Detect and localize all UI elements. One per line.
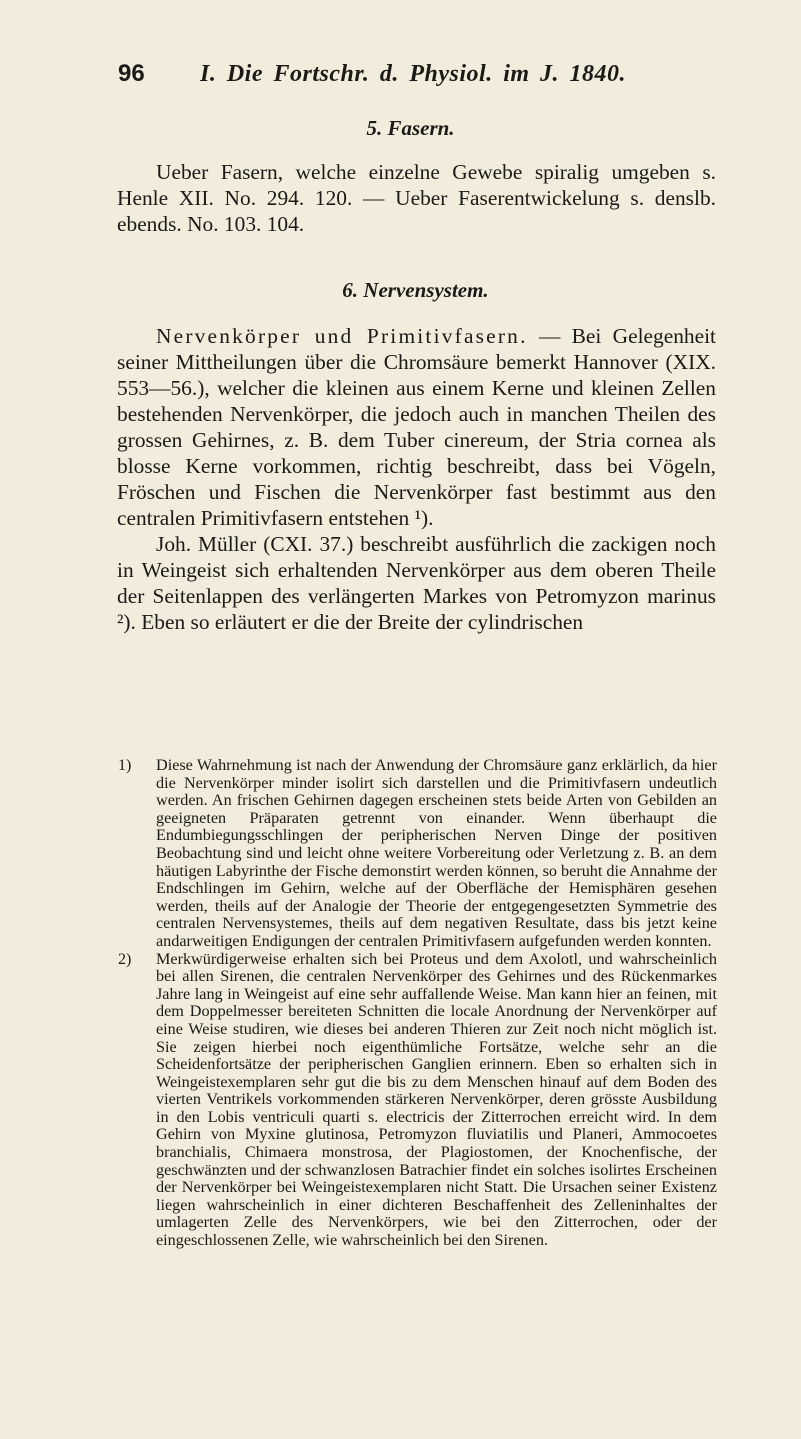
footnote-1	[117, 757, 717, 951]
paragraph-mueller	[117, 531, 716, 635]
paragraph-nervenkoerper	[117, 323, 716, 531]
page-number: 96	[118, 60, 145, 87]
running-title: I. Die Fortschr. d. Physiol. im J. 1840.	[200, 61, 627, 87]
footnote-2	[117, 951, 717, 1250]
running-head	[118, 60, 738, 90]
paragraph-lead: Nervenkörper und Primitivfasern.	[156, 324, 528, 348]
section-heading-fasern: 5. Fasern.	[366, 116, 455, 140]
paragraph-text: Joh. Müller (CXI. 37.) beschreibt ausführlich die zackigen noch in Weingeist sich erhaltenden Nervenkörper aus dem oberen Theile der Seitenlappen des verlängerten Markes von Petromyzon marinus ²). Eben so erläutert er die der Breite der cylindrischen	[117, 532, 716, 634]
paragraph-fasern	[117, 159, 716, 237]
paragraph-text: Ueber Fasern, welche einzelne Gewebe spiralig umgeben s. Henle XII. No. 294. 120. — Ueber Faserentwickelung s. denslb. ebends. No. 103. 104.	[117, 160, 716, 236]
paragraph-text: — Bei Gelegenheit seiner Mittheilungen über die Chromsäure bemerkt Hannover (XIX. 553—56.), welcher die kleinen aus einem Kerne und kleinen Zellen bestehenden Nervenkörper, die jedoch auch in manchen Theilen des grossen Gehirnes, z. B. dem Tuber cinereum, der Stria cornea als blosse Kerne vorkommen, richtig beschreibt, dass bei Vögeln, Fröschen und Fischen die Nervenkörper fast bestimmt aus den centralen Primitivfasern entstehen ¹).	[117, 324, 716, 530]
section-heading-nervensystem: 6. Nervensystem.	[342, 278, 489, 302]
footnotes	[117, 757, 717, 1250]
footnote-text: Diese Wahrnehmung ist nach der Anwendung der Chromsäure ganz erklärlich, da hier die Nervenkörper minder isolirt sich darstellen und die Primitivfasern undeutlich werden. An frischen Gehirnen dagegen erscheinen stets beide Arten von Gebilden an geeigneten Präparaten getrennt von einander. Wenn überhaupt die Endumbiegungsschlingen der peripherischen Nerven Dinge der positiven Beobachtung sind und leicht ohne weitere Vorbereitung oder Verletzung z. B. an dem häutigen Labyrinthe der Fische demonstirt werden können, so beruht die Annahme der Endschlingen im Gehirn, welche auf der Oberfläche der Hemisphären gesehen werden, theils auf der Analogie der Theorie der entgegengesetzten Symmetrie des centralen Nervensystemes, theils auf dem negativen Resultate, dass bis jetzt keine andarweitigen Endigungen der centralen Primitivfasern aufgefunden werden konnten.	[156, 756, 718, 950]
footnote-mark: 1)	[118, 757, 132, 774]
footnote-mark: 2)	[118, 950, 132, 968]
footnote-text: Merkwürdigerweise erhalten sich bei Proteus und dem Axolotl, und wahrscheinlich bei allen Sirenen, die centralen Nervenkörper des Gehirnes und des Rückenmarkes Jahre lang in Weingeist auf eine sehr auffallende Weise. Man kann hier an feinen, mit dem Doppelmesser bereiteten Schnitten die locale Anordnung der Nervenkörper auf eine Weise studiren, wie dieses bei anderen Thieren zur Zeit noch nicht möglich ist. Sie zeigen hierbei noch eigenthümliche Fortsätze, welche sehr an die Scheidenfortsätze der peripherischen Ganglien erinnern. Eben so erhalten sich in Weingeistexemplaren sehr gut die bis zu dem Menschen hinauf auf dem Boden des vierten Ventrikels vorkommenden stärkeren Nervenkörper, deren grösste Ausbildung in den Lobis ventriculi quarti s. electricis der Zitterrochen erreicht wird. In dem Gehirn von Myxine glutinosa, Petromyzon fluviatilis und Planeri, Ammocoetes branchialis, Chimaera monstrosa, der Plagiostomen, der Knochenfische, der geschwänzten und der schwanzlosen Batrachier findet ein solches isolirtes Erscheinen der Nervenkörper bei Weingeistexemplaren nicht Statt. Die Ursachen seiner Existenz liegen wahrscheinlich in einer dichteren Beschaffenheit des Zelleninhaltes der umlagerten Zelle des Nervenkörpers, wie bei den Zitterrochen, oder der eingeschlossenen Zelle, wie wahrscheinlich bei den Sirenen.	[156, 949, 717, 1250]
